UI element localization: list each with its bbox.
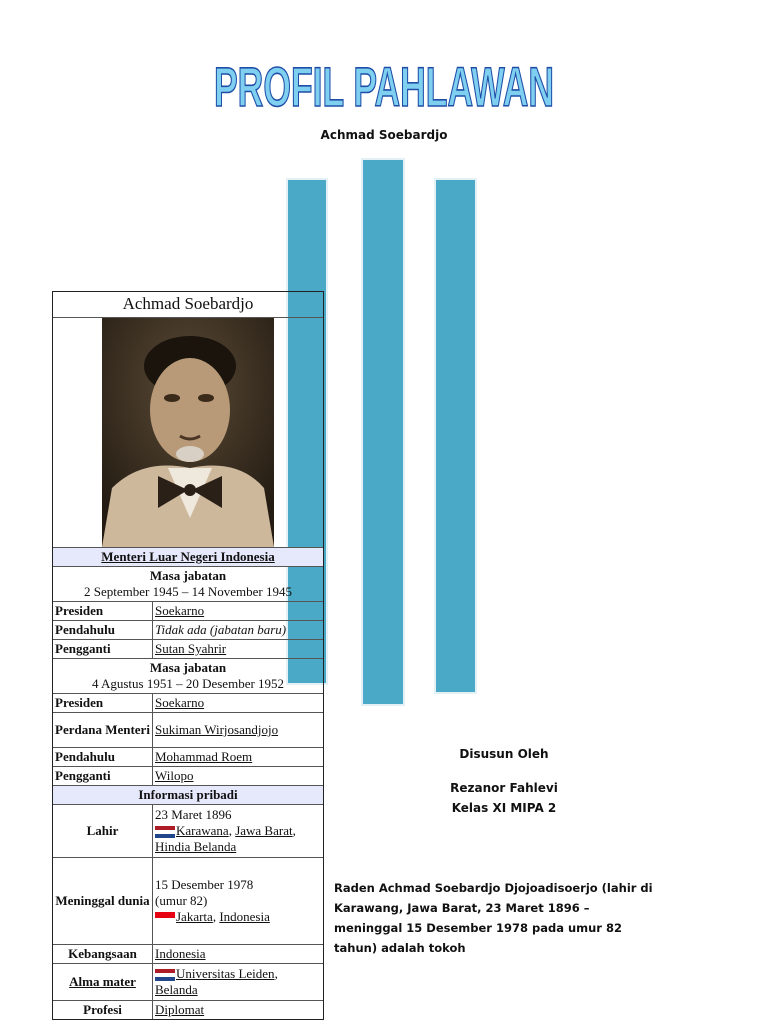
link-indonesia[interactable]: Indonesia	[219, 909, 270, 924]
subtitle: Achmad Soebardjo	[320, 128, 448, 142]
link-jawa-barat[interactable]: Jawa Barat	[235, 823, 293, 838]
death-age: (umur 82)	[155, 893, 208, 908]
infobox	[52, 291, 324, 1020]
link-hindia-belanda[interactable]: Hindia Belanda	[155, 839, 237, 854]
row-link[interactable]: Soekarno	[155, 695, 205, 710]
decorative-bar-right	[436, 180, 475, 692]
term2-row-perdana-menteri	[53, 712, 323, 747]
row-label: Meninggal dunia	[53, 858, 153, 944]
row-label: Pengganti	[53, 640, 153, 658]
term2-dates: 4 Agustus 1951 – 20 Desember 1952	[91, 676, 285, 691]
term2-row-pengganti	[53, 766, 323, 785]
separator: ,	[228, 823, 236, 838]
term1-row-presiden	[53, 601, 323, 620]
separator: ,	[212, 909, 220, 924]
row-label: Perdana Menteri	[53, 713, 153, 747]
page-title	[0, 44, 768, 116]
row-profesi	[53, 1000, 323, 1019]
decorative-bar-middle	[363, 160, 403, 704]
author-class: Kelas XI MIPA 2	[451, 801, 557, 815]
row-lahir	[53, 804, 323, 857]
row-link[interactable]: Diplomat	[155, 1002, 205, 1017]
link-jakarta[interactable]: Jakarta	[176, 909, 213, 924]
term2-label: Masa jabatan	[149, 660, 227, 675]
row-kebangsaan	[53, 944, 323, 963]
row-label: Pendahulu	[53, 621, 153, 639]
infobox-name: Achmad Soebardjo	[122, 294, 254, 313]
row-meninggal	[53, 857, 323, 944]
term1-label: Masa jabatan	[149, 568, 227, 583]
term1-row-pengganti	[53, 639, 323, 658]
term2-row-pendahulu	[53, 747, 323, 766]
row-link[interactable]: Soekarno	[155, 603, 205, 618]
row-link[interactable]: Sukiman Wirjosandjojo	[155, 722, 279, 737]
row-label: Presiden	[53, 602, 153, 620]
row-link[interactable]: Sutan Syahrir	[155, 641, 227, 656]
term2-row-presiden	[53, 693, 323, 712]
term1-row-pendahulu	[53, 620, 323, 639]
netherlands-flag-icon	[155, 826, 175, 838]
office-title[interactable]: Menteri Luar Negeri Indonesia	[101, 549, 275, 564]
row-label: Pengganti	[53, 767, 153, 785]
death-date: 15 Desember 1978	[155, 877, 254, 892]
biography-paragraph: Raden Achmad Soebardjo Djojoadisoerjo (lahir di Karawang, Jawa Barat, 23 Maret 1896 – meninggal 15 Desember 1978 pada umur 82 tahun) adalah tokoh	[334, 881, 653, 955]
link-karawana[interactable]: Karawana	[176, 823, 229, 838]
row-link[interactable]: Indonesia	[155, 946, 206, 961]
row-label: Kebangsaan	[53, 945, 153, 963]
row-alma-mater	[53, 963, 323, 1000]
row-label: Pendahulu	[53, 748, 153, 766]
portrait-photo	[102, 318, 274, 547]
term1-dates: 2 September 1945 – 14 November 1945	[84, 584, 292, 599]
row-label[interactable]: Alma mater	[53, 964, 153, 1000]
birth-date: 23 Maret 1896	[155, 807, 232, 822]
separator: ,	[274, 966, 278, 981]
link-belanda[interactable]: Belanda	[155, 982, 198, 997]
row-value: Tidak ada (jabatan baru)	[155, 622, 287, 637]
row-link[interactable]: Wilopo	[155, 768, 194, 783]
row-label: Profesi	[53, 1001, 153, 1019]
row-link[interactable]: Mohammad Roem	[155, 749, 253, 764]
row-label: Presiden	[53, 694, 153, 712]
netherlands-flag-icon	[155, 969, 175, 981]
separator: ,	[292, 823, 296, 838]
portrait-row	[53, 317, 323, 547]
page-title-text: PROFIL PAHLAWAN	[214, 55, 554, 116]
personal-info-header: Informasi pribadi	[138, 787, 238, 802]
row-label: Lahir	[53, 805, 153, 857]
author-name: Rezanor Fahlevi	[450, 781, 558, 795]
link-universitas-leiden[interactable]: Universitas Leiden	[176, 966, 275, 981]
credits-label: Disusun Oleh	[459, 747, 549, 761]
indonesia-flag-icon	[155, 912, 175, 924]
